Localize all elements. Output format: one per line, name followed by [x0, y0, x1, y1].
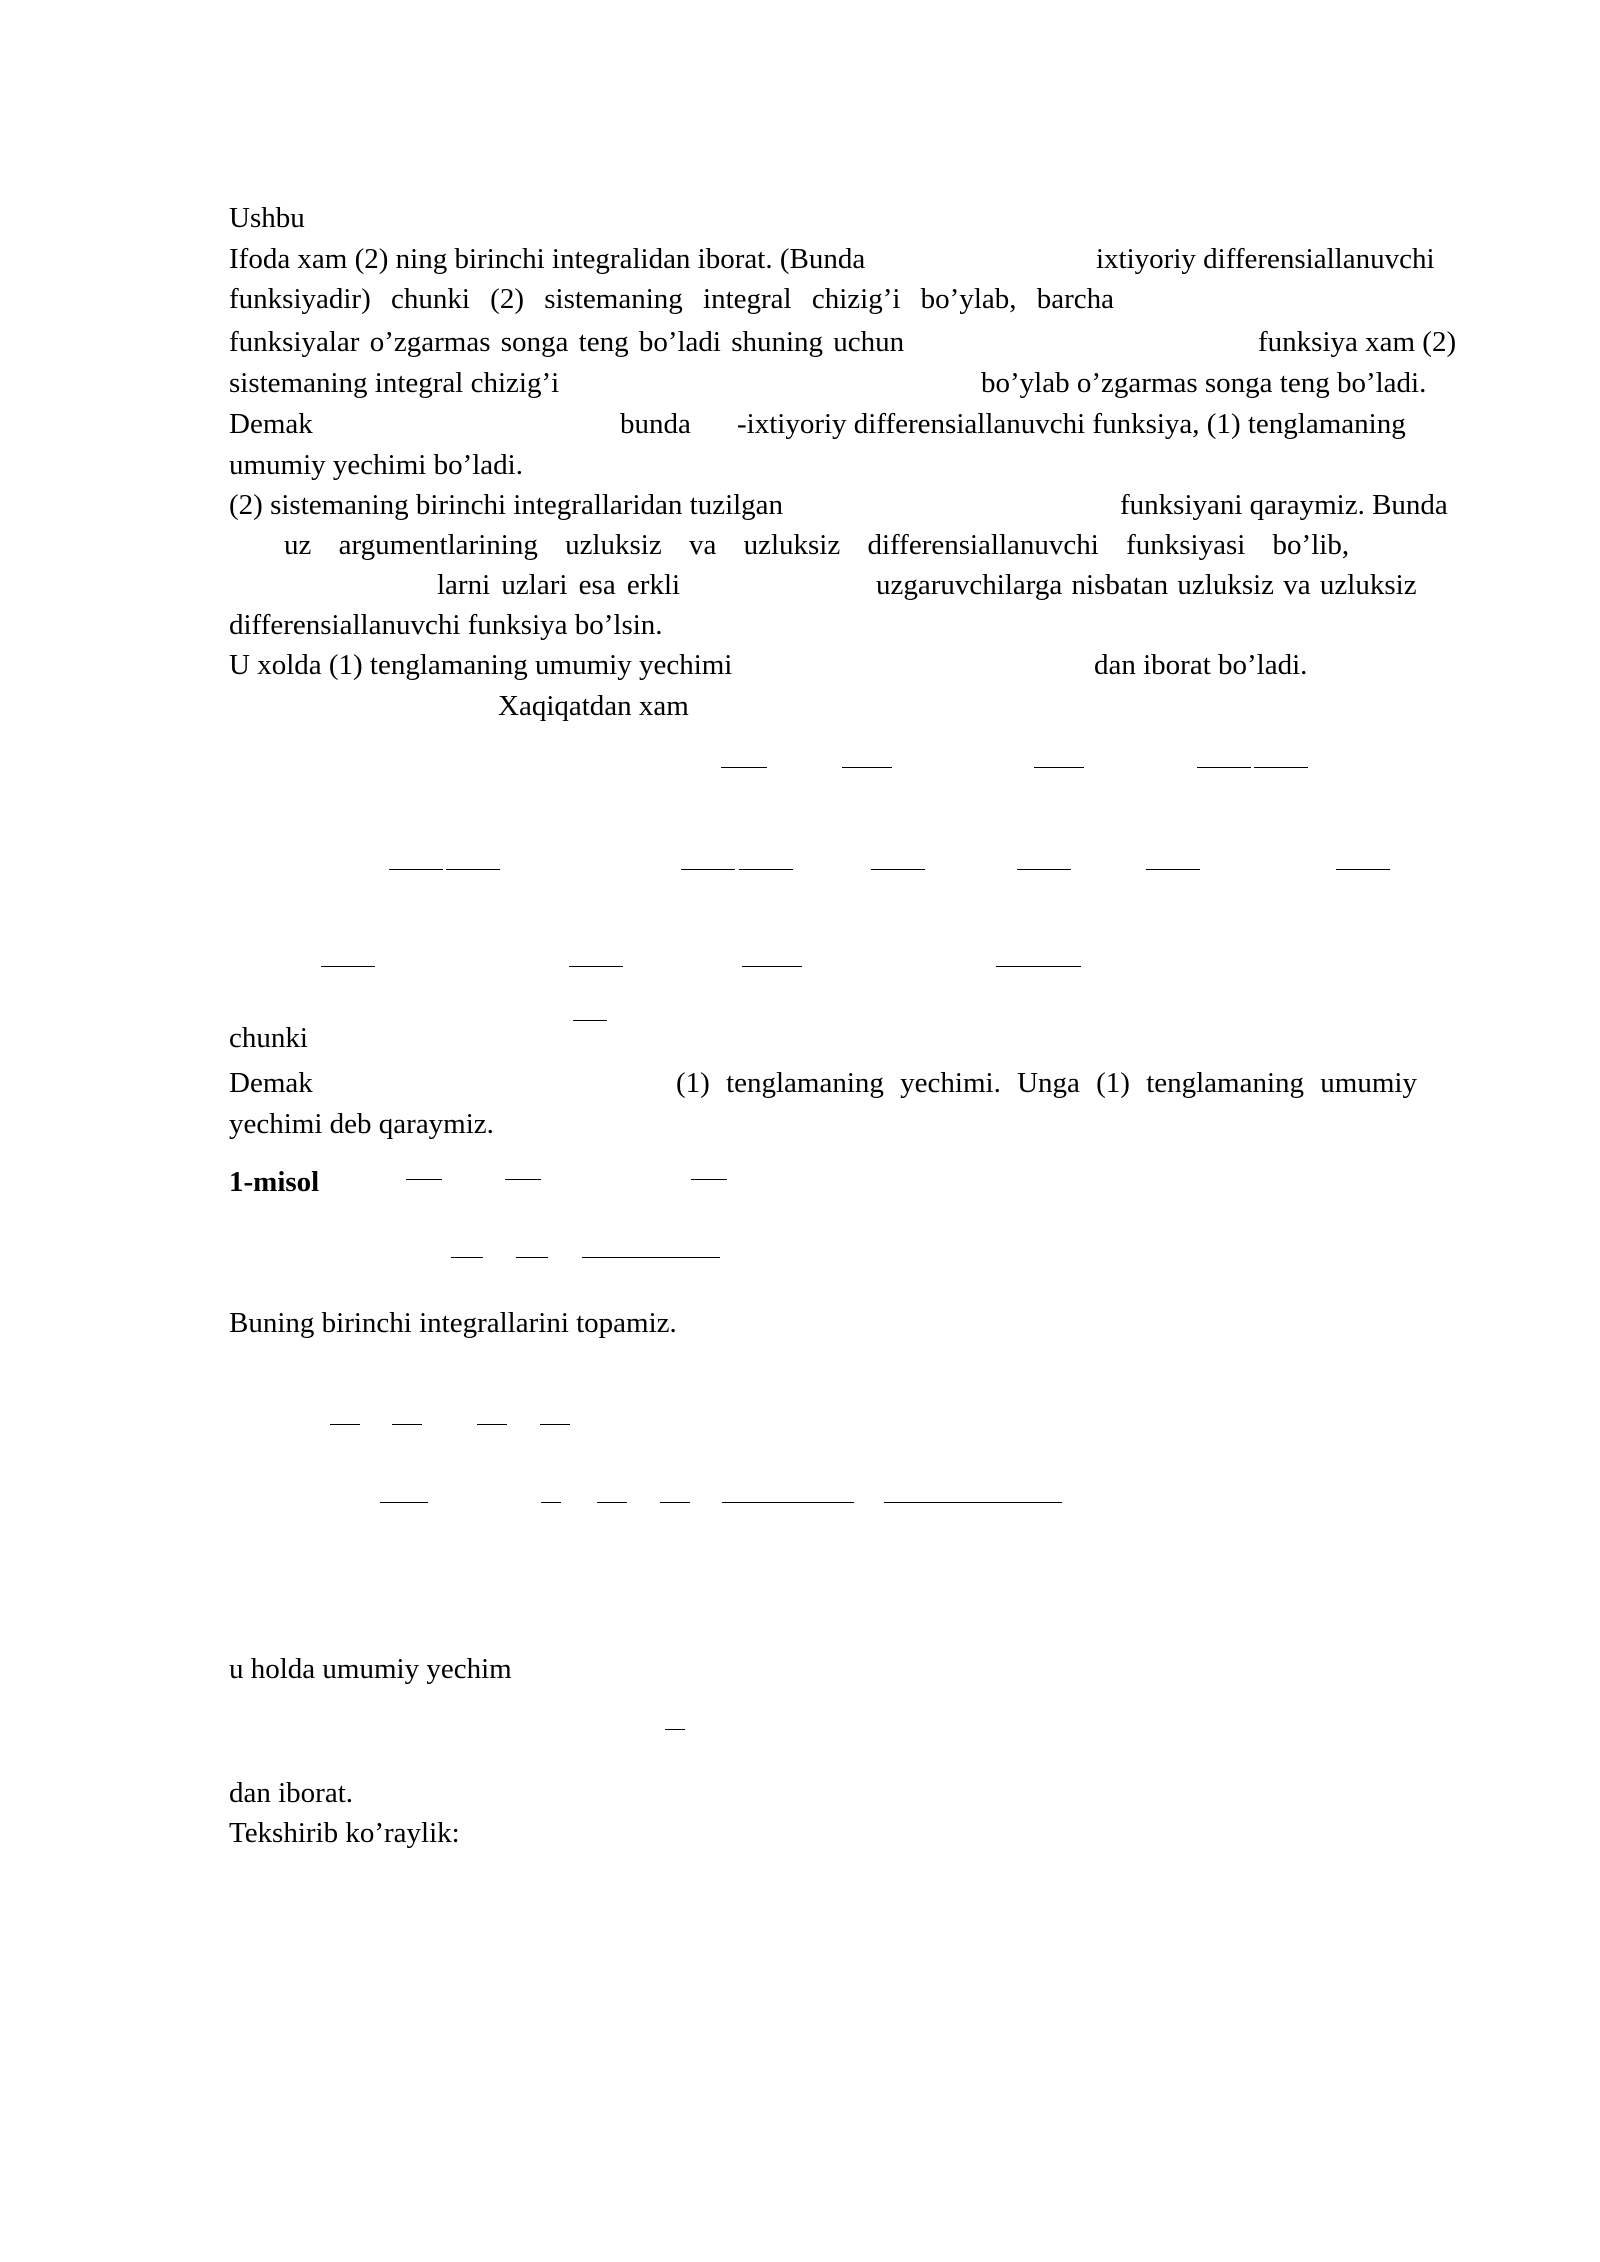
- text-line-yechimi-deb: yechimi deb qaraymiz.: [229, 1108, 494, 1140]
- text-line-umumiy-yechimi: umumiy yechimi bo’ladi.: [229, 449, 523, 481]
- fraction-bar: [505, 1179, 541, 1180]
- fraction-bar: [406, 1179, 442, 1180]
- fraction-bar: [1197, 767, 1251, 768]
- fraction-bar: [540, 1424, 570, 1425]
- fraction-bar: [739, 869, 793, 870]
- text-line-ixtiyoriy-funksiya: -ixtiyoriy differensiallanuvchi funksiya, (1) tenglamaning: [737, 408, 1406, 440]
- fraction-bar: [742, 966, 802, 967]
- fraction-bar: [451, 1257, 483, 1258]
- text-line-boylab: bo’ylab o’zgarmas songa teng bo’ladi.: [981, 367, 1427, 399]
- text-line-bunda: bunda: [620, 408, 691, 440]
- text-line-larni: larni uzlari esa erkli: [437, 569, 681, 601]
- fraction-bar: [996, 966, 1081, 967]
- fraction-bar: [392, 1424, 422, 1425]
- fraction-bar: [721, 767, 767, 768]
- text-line-tenglamaning-yechimi: (1) tenglamaning yechimi. Unga (1) tenglamaning umumiy: [676, 1067, 1417, 1099]
- text-line-dan-iborat: dan iborat.: [229, 1777, 354, 1809]
- text-line-argumentlar: uz argumentlarining uzluksiz va uzluksiz differensiallanuvchi funksiyasi bo’lib,: [284, 529, 1350, 561]
- text-line-funksiyalar: funksiyalar o’zgarmas songa teng bo’ladi shuning uchun: [229, 326, 905, 358]
- text-line-differensiallanuvchi: differensiallanuvchi funksiya bo’lsin.: [229, 609, 663, 641]
- fraction-bar: [516, 1257, 548, 1258]
- text-line-birinchi-integrallar: (2) sistemaning birinchi integrallaridan tuzilgan: [229, 489, 784, 521]
- text-line-buning: Buning birinchi integrallarini topamiz.: [229, 1307, 677, 1339]
- text-line-funksiyani-qaraymiz: funksiyani qaraymiz. Bunda: [1120, 489, 1448, 521]
- text-line-demak: Demak: [229, 408, 313, 440]
- example-label: 1-misol: [229, 1166, 320, 1198]
- fraction-bar: [722, 1502, 854, 1503]
- fraction-bar: [321, 966, 375, 967]
- fraction-bar: [1254, 767, 1308, 768]
- text-line-ushbu: Ushbu: [229, 202, 305, 234]
- text-line-funksiyadir: funksiyadir) chunki (2) sistemaning integral chizig’i bo’ylab, barcha: [229, 283, 1115, 315]
- text-line-tekshirib: Tekshirib ko’raylik:: [229, 1817, 460, 1849]
- text-line-xaqiqatdan: Xaqiqatdan xam: [498, 690, 689, 722]
- fraction-bar: [665, 1729, 685, 1730]
- fraction-bar: [884, 1502, 1062, 1503]
- fraction-bar: [660, 1502, 690, 1503]
- text-line-dan-iborat-boladi: dan iborat bo’ladi.: [1094, 649, 1308, 681]
- text-line-ixtiyoriy: ixtiyoriy differensiallanuvchi: [1096, 243, 1435, 275]
- fraction-bar: [380, 1502, 428, 1503]
- text-line-chunki: chunki: [229, 1022, 308, 1054]
- fraction-bar: [1146, 869, 1200, 870]
- fraction-bar: [569, 966, 623, 967]
- fraction-bar: [681, 869, 735, 870]
- fraction-bar: [541, 1502, 561, 1503]
- fraction-bar: [330, 1424, 360, 1425]
- text-line-sistemaning: sistemaning integral chizig’i: [229, 367, 560, 399]
- text-line-funksiya-xam: funksiya xam (2): [1258, 326, 1457, 358]
- fraction-bar: [1017, 869, 1071, 870]
- fraction-bar: [446, 869, 500, 870]
- fraction-bar: [573, 1020, 607, 1021]
- fraction-bar: [691, 1179, 727, 1180]
- fraction-bar: [842, 767, 892, 768]
- fraction-bar: [582, 1257, 720, 1258]
- fraction-bar: [1034, 767, 1084, 768]
- text-line-ifoda: Ifoda xam (2) ning birinchi integralidan iborat. (Bunda: [229, 243, 866, 275]
- text-line-u-holda: u holda umumiy yechim: [229, 1653, 512, 1685]
- text-line-u-xolda: U xolda (1) tenglamaning umumiy yechimi: [229, 649, 733, 681]
- fraction-bar: [597, 1502, 627, 1503]
- text-line-demak-2: Demak: [229, 1067, 313, 1099]
- fraction-bar: [389, 869, 443, 870]
- fraction-bar: [871, 869, 925, 870]
- fraction-bar: [477, 1424, 507, 1425]
- fraction-bar: [1336, 869, 1390, 870]
- text-line-uzgaruvchilarga: uzgaruvchilarga nisbatan uzluksiz va uzluksiz: [876, 569, 1417, 601]
